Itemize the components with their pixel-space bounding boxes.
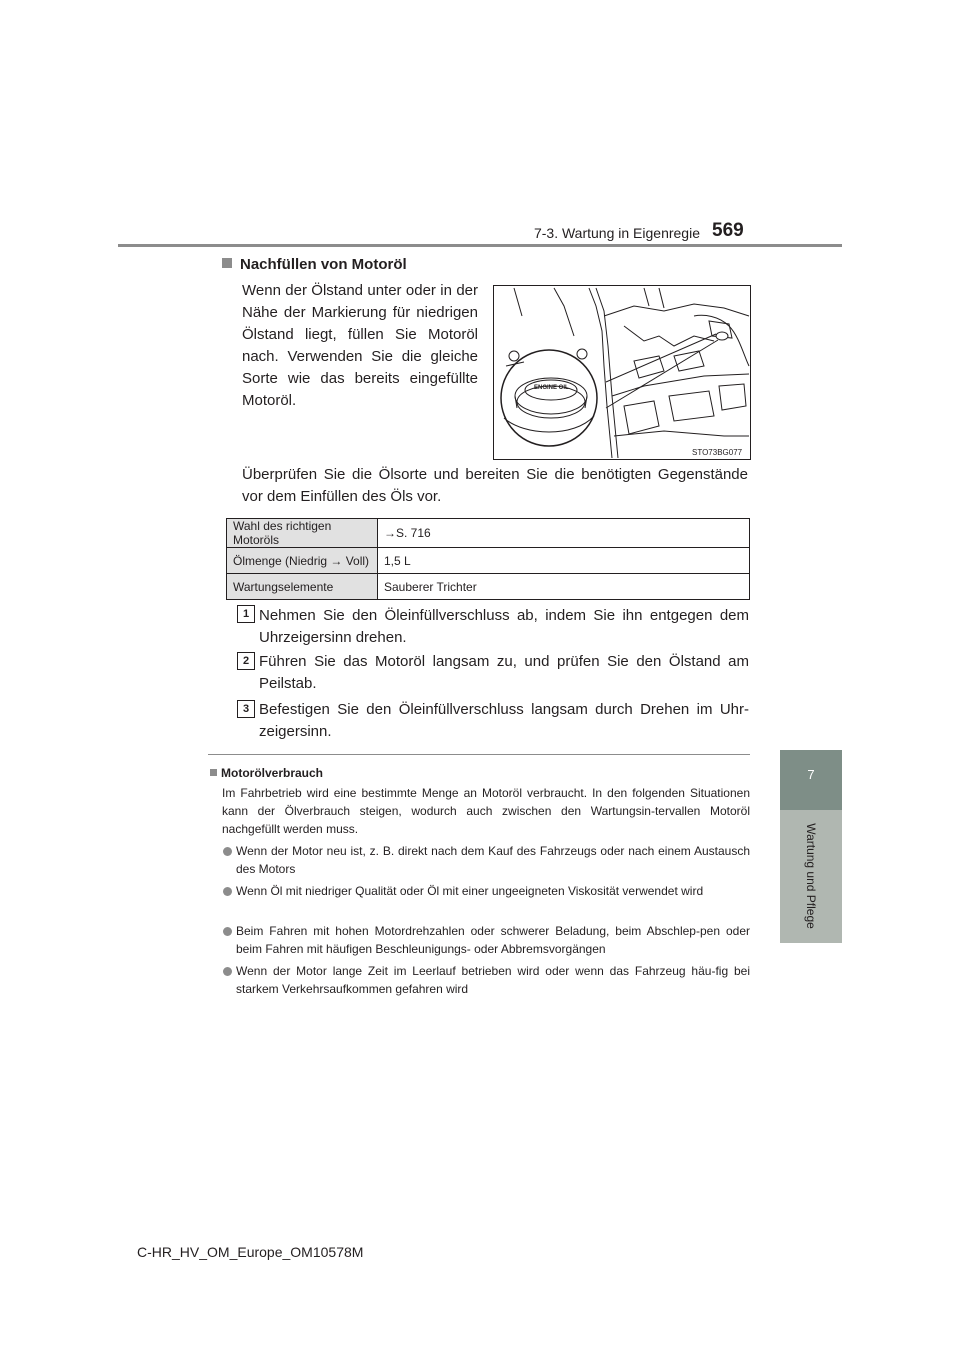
table-value: Sauberer Trichter (378, 574, 750, 600)
step-text-2: Führen Sie das Motoröl langsam zu, und prüfen Sie den Ölstand am Peilstab. (259, 653, 749, 692)
check-paragraph: Überprüfen Sie die Ölsorte und bereiten Sie die benötigten Gegenstände vor dem Einfüllen des Öls vor. (242, 466, 748, 505)
page-number: 569 (712, 220, 744, 241)
table-row (227, 519, 750, 548)
footer-doc-id: C-HR_HV_OM_Europe_OM10578M (137, 1244, 364, 1260)
note-heading (210, 766, 323, 780)
square-bullet-icon (222, 258, 232, 268)
engine-bay-drawing (494, 286, 750, 459)
note-bullet-4: Wenn der Motor lange Zeit im Leerlauf betrieben wird oder wenn das Fahrzeug häu-fig bei starkem Verkehrsaufkommen gefahren wird (236, 964, 750, 996)
cap-label: ENGINE OIL (534, 385, 569, 391)
section-divider (208, 754, 750, 755)
chapter-tab-number: 7 (807, 767, 815, 782)
step-number-3: 3 (237, 700, 255, 718)
oil-info-table (226, 518, 750, 600)
section-title: Nachfüllen von Motoröl (240, 256, 407, 273)
bullet-dot-icon (223, 927, 232, 936)
table-value: 1,5 L (378, 548, 750, 574)
square-bullet-icon (210, 769, 217, 776)
illustration-code: STO73BG077 (692, 448, 743, 457)
header-rule (118, 244, 842, 247)
step-number-1: 1 (237, 605, 255, 623)
table-row (227, 574, 750, 600)
table-key: Ölmenge (Niedrig → Voll) (227, 548, 378, 574)
bullet-dot-icon (223, 887, 232, 896)
step-text-3: Befestigen Sie den Öleinfüllverschluss langsam durch Drehen im Uhr-zeigersinn. (259, 701, 749, 740)
note-bullet-2: Wenn Öl mit niedriger Qualität oder Öl mit einer ungeeigneten Viskosität verwendet wird (236, 884, 704, 898)
table-key: Wahl des richtigen Motoröls (227, 519, 378, 548)
note-paragraph: Im Fahrbetrieb wird eine bestimmte Menge an Motoröl verbraucht. In den folgenden Situationen kann der Ölverbrauch steigen, wodurch auch zwischen den Wartungsin-tervallen Motoröl nachgefüllt werden muss. (222, 786, 750, 836)
step-text-1: Nehmen Sie den Öleinfüllverschluss ab, indem Sie ihn entgegen dem Uhrzeigersinn drehen. (259, 607, 749, 646)
note-bullet-3: Beim Fahren mit hohen Motordrehzahlen oder schwerer Beladung, beim Abschlep-pen oder beim Fahren mit häufigen Beschleunigungs- oder Abbremsvorgängen (236, 924, 750, 956)
note-bullet-1: Wenn der Motor neu ist, z. B. direkt nach dem Kauf des Fahrzeugs oder nach einem Austausch des Motors (236, 844, 750, 876)
bullet-dot-icon (223, 967, 232, 976)
table-key: Wartungselemente (227, 574, 378, 600)
running-header-section: 7-3. Wartung in Eigenregie (533, 225, 700, 241)
note-title: Motorölverbrauch (221, 766, 324, 780)
chapter-tab-title: Wartung und Pflege (804, 823, 818, 929)
table-value: →S. 716 (378, 519, 750, 548)
bullet-dot-icon (223, 847, 232, 856)
section-heading (222, 256, 407, 273)
step-number-2: 2 (237, 652, 255, 670)
engine-oil-cap-illustration (493, 285, 751, 460)
intro-paragraph: Wenn der Ölstand unter oder in der Nähe der Markierung für niedrigen Ölstand liegt, füllen Sie Motoröl nach. Verwenden Sie die gleiche Sorte wie das bereits eingefüllte Motoröl. (242, 282, 478, 409)
table-row (227, 548, 750, 574)
